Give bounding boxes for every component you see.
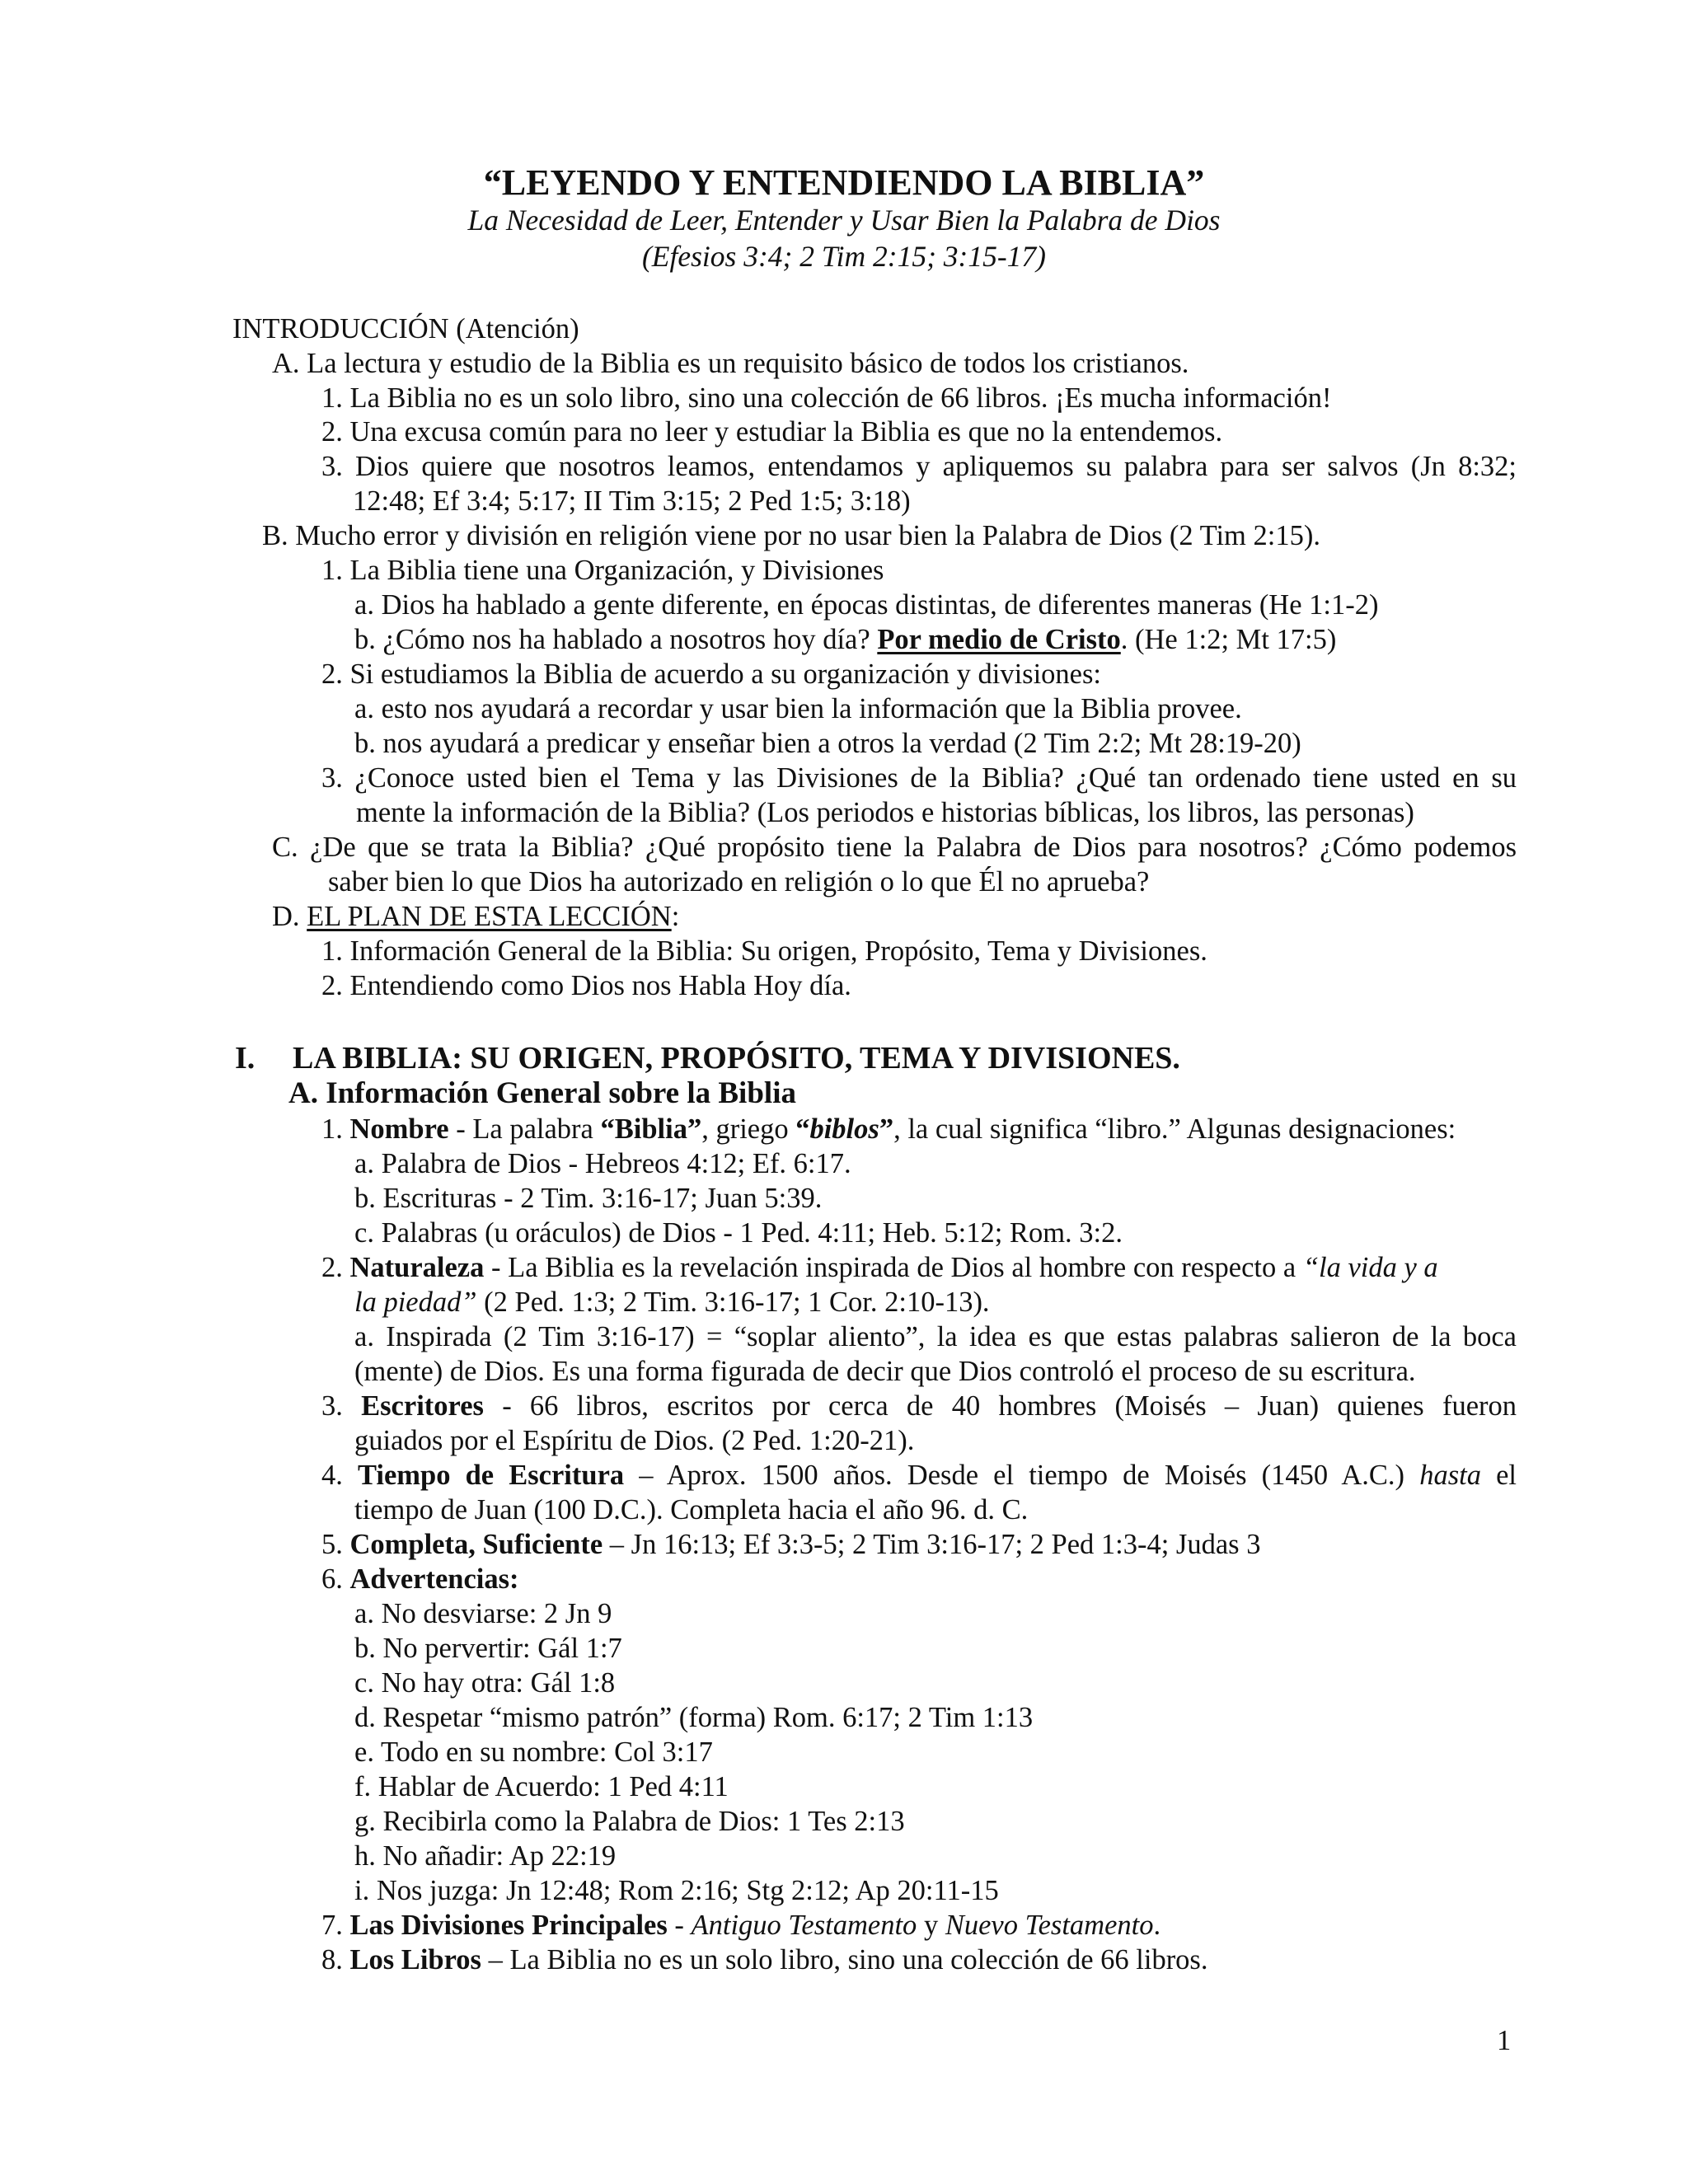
item-2-quote-a: “la vida y a bbox=[1302, 1252, 1438, 1283]
item-1-label: Nombre bbox=[349, 1113, 449, 1145]
item-1-close-quote: ” bbox=[879, 1113, 894, 1145]
item-8-text: – La Biblia no es un solo libro, sino una colección de 66 libros. bbox=[481, 1944, 1208, 1975]
item-3-escritores-line2: guiados por el Espíritu de Dios. (2 Ped. 1:20-21). bbox=[354, 1425, 915, 1456]
item-7-old-testament: Antiguo Testamento bbox=[691, 1910, 917, 1941]
item-5-completa bbox=[321, 1527, 1260, 1562]
item-7-label: Las Divisiones Principales bbox=[349, 1910, 668, 1941]
item-4-label: Tiempo de Escritura bbox=[358, 1460, 625, 1491]
warning-item: g. Recibirla como la Palabra de Dios: 1 Tes 2:13 bbox=[354, 1806, 905, 1837]
item-2-quote-b: la piedad” bbox=[354, 1286, 477, 1318]
warning-item: f. Hablar de Acuerdo: 1 Ped 4:11 bbox=[354, 1771, 729, 1802]
item-1-word-biblos: biblos bbox=[809, 1113, 879, 1145]
item-1-text-b: , griego bbox=[701, 1113, 796, 1145]
item-3-label: Escritores bbox=[361, 1390, 484, 1422]
item-6-advertencias bbox=[321, 1562, 519, 1596]
warning-item: c. No hay otra: Gál 1:8 bbox=[354, 1667, 616, 1699]
intro-item-b3-line1: 3. ¿Conoce usted bien el Tema y las Divisiones de la Biblia? ¿Qué tan ordenado tiene usted en su bbox=[321, 762, 1517, 794]
page-title: “LEYENDO Y ENTENDIENDO LA BIBLIA” bbox=[483, 162, 1205, 203]
intro-item-d-letter: D. bbox=[272, 901, 307, 932]
page-number: 1 bbox=[1497, 2025, 1512, 2056]
item-2-label: Naturaleza bbox=[349, 1252, 485, 1283]
item-1c: c. Palabras (u oráculos) de Dios - 1 Ped. 4:11; Heb. 5:12; Rom. 3:2. bbox=[354, 1217, 1123, 1249]
item-1-text-a: - La palabra bbox=[448, 1113, 601, 1145]
intro-item-d2: 2. Entendiendo como Dios nos Habla Hoy día. bbox=[321, 970, 851, 1001]
intro-item-a1: 1. La Biblia no es un solo libro, sino una colección de 66 libros. ¡Es mucha información! bbox=[321, 382, 1332, 414]
intro-heading: INTRODUCCIÓN (Atención) bbox=[232, 313, 579, 344]
item-6-number: 6. bbox=[321, 1563, 350, 1595]
item-5-text: – Jn 16:13; Ef 3:3-5; 2 Tim 3:16-17; 2 Ped 1:3-4; Judas 3 bbox=[603, 1529, 1261, 1560]
item-7-period: . bbox=[1153, 1910, 1161, 1941]
item-4-text-b: el bbox=[1480, 1460, 1517, 1491]
intro-item-b2a: a. esto nos ayudará a recordar y usar bien la información que la Biblia provee. bbox=[354, 693, 1242, 724]
intro-item-a3-line1: 3. Dios quiere que nosotros leamos, entendamos y apliquemos su palabra para ser salvos (Jn 8:32; bbox=[321, 451, 1517, 482]
item-4-tiempo-line2: tiempo de Juan (100 D.C.). Completa hacia el año 96. d. C. bbox=[354, 1494, 1029, 1526]
intro-item-a: A. La lectura y estudio de la Biblia es un requisito básico de todos los cristianos. bbox=[272, 348, 1189, 379]
intro-item-c-line2: saber bien lo que Dios ha autorizado en religión o lo que Él no aprueba? bbox=[328, 866, 1150, 898]
intro-item-b2b: b. nos ayudará a predicar y enseñar bien a otros la verdad (2 Tim 2:2; Mt 28:19-20) bbox=[354, 728, 1301, 759]
item-7-new-testament: Nuevo Testamento bbox=[945, 1910, 1154, 1941]
item-4-word-hasta: hasta bbox=[1419, 1460, 1481, 1491]
item-3-escritores-line1 bbox=[321, 1389, 1517, 1423]
section-1-subheading: A. Información General sobre la Biblia bbox=[288, 1076, 796, 1110]
item-2-refs: (2 Ped. 1:3; 2 Tim. 3:16-17; 1 Cor. 2:10-13). bbox=[476, 1286, 990, 1318]
intro-item-b1b bbox=[354, 622, 1336, 657]
item-7-dash: - bbox=[667, 1910, 692, 1941]
item-1b: b. Escrituras - 2 Tim. 3:16-17; Juan 5:39. bbox=[354, 1183, 823, 1214]
intro-item-b: B. Mucho error y división en religión viene por no usar bien la Palabra de Dios (2 Tim 2:15). bbox=[262, 520, 1320, 551]
warning-item: e. Todo en su nombre: Col 3:17 bbox=[354, 1736, 713, 1768]
intro-item-c-line1: C. ¿De que se trata la Biblia? ¿Qué propósito tiene la Palabra de Dios para nosotros? ¿Cómo podemos bbox=[272, 832, 1517, 863]
intro-item-b1b-ref: . (He 1:2; Mt 17:5) bbox=[1120, 624, 1337, 655]
intro-item-a3-line2: 12:48; Ef 3:4; 5:17; II Tim 3:15; 2 Ped 1:5; 3:18) bbox=[353, 485, 911, 517]
intro-item-b1b-emphasis: Por medio de Cristo bbox=[877, 624, 1121, 655]
intro-item-b1a: a. Dios ha hablado a gente diferente, en épocas distintas, de diferentes maneras (He 1:1-2) bbox=[354, 589, 1379, 621]
subtitle-references: (Efesios 3:4; 2 Tim 2:15; 3:15-17) bbox=[641, 240, 1047, 273]
intro-item-b3-line2: mente la información de la Biblia? (Los periodos e historias bíblicas, los libros, las personas) bbox=[356, 797, 1414, 828]
item-7-and: y bbox=[917, 1910, 945, 1941]
section-1-number: I. bbox=[235, 1041, 256, 1076]
item-2-number: 2. bbox=[321, 1252, 350, 1283]
item-7-divisiones bbox=[321, 1908, 1160, 1943]
warning-item: a. No desviarse: 2 Jn 9 bbox=[354, 1598, 612, 1629]
item-2-naturaleza-line2 bbox=[354, 1285, 990, 1319]
item-5-label: Completa, Suficiente bbox=[349, 1529, 603, 1560]
intro-item-a2: 2. Una excusa común para no leer y estudiar la Biblia es que no la entendemos. bbox=[321, 416, 1223, 448]
item-1-number: 1. bbox=[321, 1113, 350, 1145]
item-4-tiempo-line1 bbox=[321, 1458, 1517, 1493]
item-2-text: - La Biblia es la revelación inspirada de Dios al hombre con respecto a bbox=[484, 1252, 1303, 1283]
item-1-text-c: , la cual significa “libro.” Algunas designaciones: bbox=[893, 1113, 1456, 1145]
item-8-number: 8. bbox=[321, 1944, 350, 1975]
item-1-word-biblia: “Biblia” bbox=[600, 1113, 702, 1145]
warning-item: h. No añadir: Ap 22:19 bbox=[354, 1840, 617, 1872]
item-2-naturaleza-line1 bbox=[321, 1250, 1438, 1285]
intro-item-d1: 1. Información General de la Biblia: Su origen, Propósito, Tema y Divisiones. bbox=[321, 935, 1207, 967]
item-2a-line2: (mente) de Dios. Es una forma figurada de decir que Dios controló el proceso de su escritura. bbox=[354, 1356, 1416, 1387]
page-subtitle: La Necesidad de Leer, Entender y Usar Bien la Palabra de Dios bbox=[467, 204, 1221, 237]
section-1-heading: LA BIBLIA: SU ORIGEN, PROPÓSITO, TEMA Y DIVISIONES. bbox=[293, 1041, 1180, 1076]
item-3-text: - 66 libros, escritos por cerca de 40 hombres (Moisés – Juan) quienes fueron bbox=[483, 1390, 1517, 1422]
intro-item-b1: 1. La Biblia tiene una Organización, y Divisiones bbox=[321, 555, 884, 586]
item-1-open-quote: “ bbox=[795, 1113, 810, 1145]
item-6-label: Advertencias: bbox=[349, 1563, 519, 1595]
intro-item-d bbox=[272, 899, 679, 934]
warning-item: d. Respetar “mismo patrón” (forma) Rom. 6:17; 2 Tim 1:13 bbox=[354, 1702, 1034, 1733]
warning-item: b. No pervertir: Gál 1:7 bbox=[354, 1633, 622, 1664]
item-8-libros bbox=[321, 1943, 1208, 1977]
warning-item: i. Nos juzga: Jn 12:48; Rom 2:16; Stg 2:12; Ap 20:11-15 bbox=[354, 1875, 999, 1906]
intro-item-b2: 2. Si estudiamos la Biblia de acuerdo a su organización y divisiones: bbox=[321, 658, 1102, 690]
item-5-number: 5. bbox=[321, 1529, 350, 1560]
intro-item-d-colon: : bbox=[671, 901, 680, 932]
item-7-number: 7. bbox=[321, 1910, 350, 1941]
intro-item-b1b-text: b. ¿Cómo nos ha hablado a nosotros hoy día? bbox=[354, 624, 878, 655]
item-1-nombre bbox=[321, 1112, 1456, 1146]
item-2a-line1: a. Inspirada (2 Tim 3:16-17) = “soplar aliento”, la idea es que estas palabras salieron de la boca bbox=[354, 1321, 1517, 1352]
item-3-number: 3. bbox=[321, 1390, 362, 1422]
item-4-number: 4. bbox=[321, 1460, 359, 1491]
item-4-text-a: – Aprox. 1500 años. Desde el tiempo de Moisés (1450 A.C.) bbox=[624, 1460, 1420, 1491]
lesson-plan-heading: EL PLAN DE ESTA LECCIÓN bbox=[307, 901, 672, 932]
item-8-label: Los Libros bbox=[349, 1944, 481, 1975]
item-1a: a. Palabra de Dios - Hebreos 4:12; Ef. 6:17. bbox=[354, 1148, 851, 1179]
